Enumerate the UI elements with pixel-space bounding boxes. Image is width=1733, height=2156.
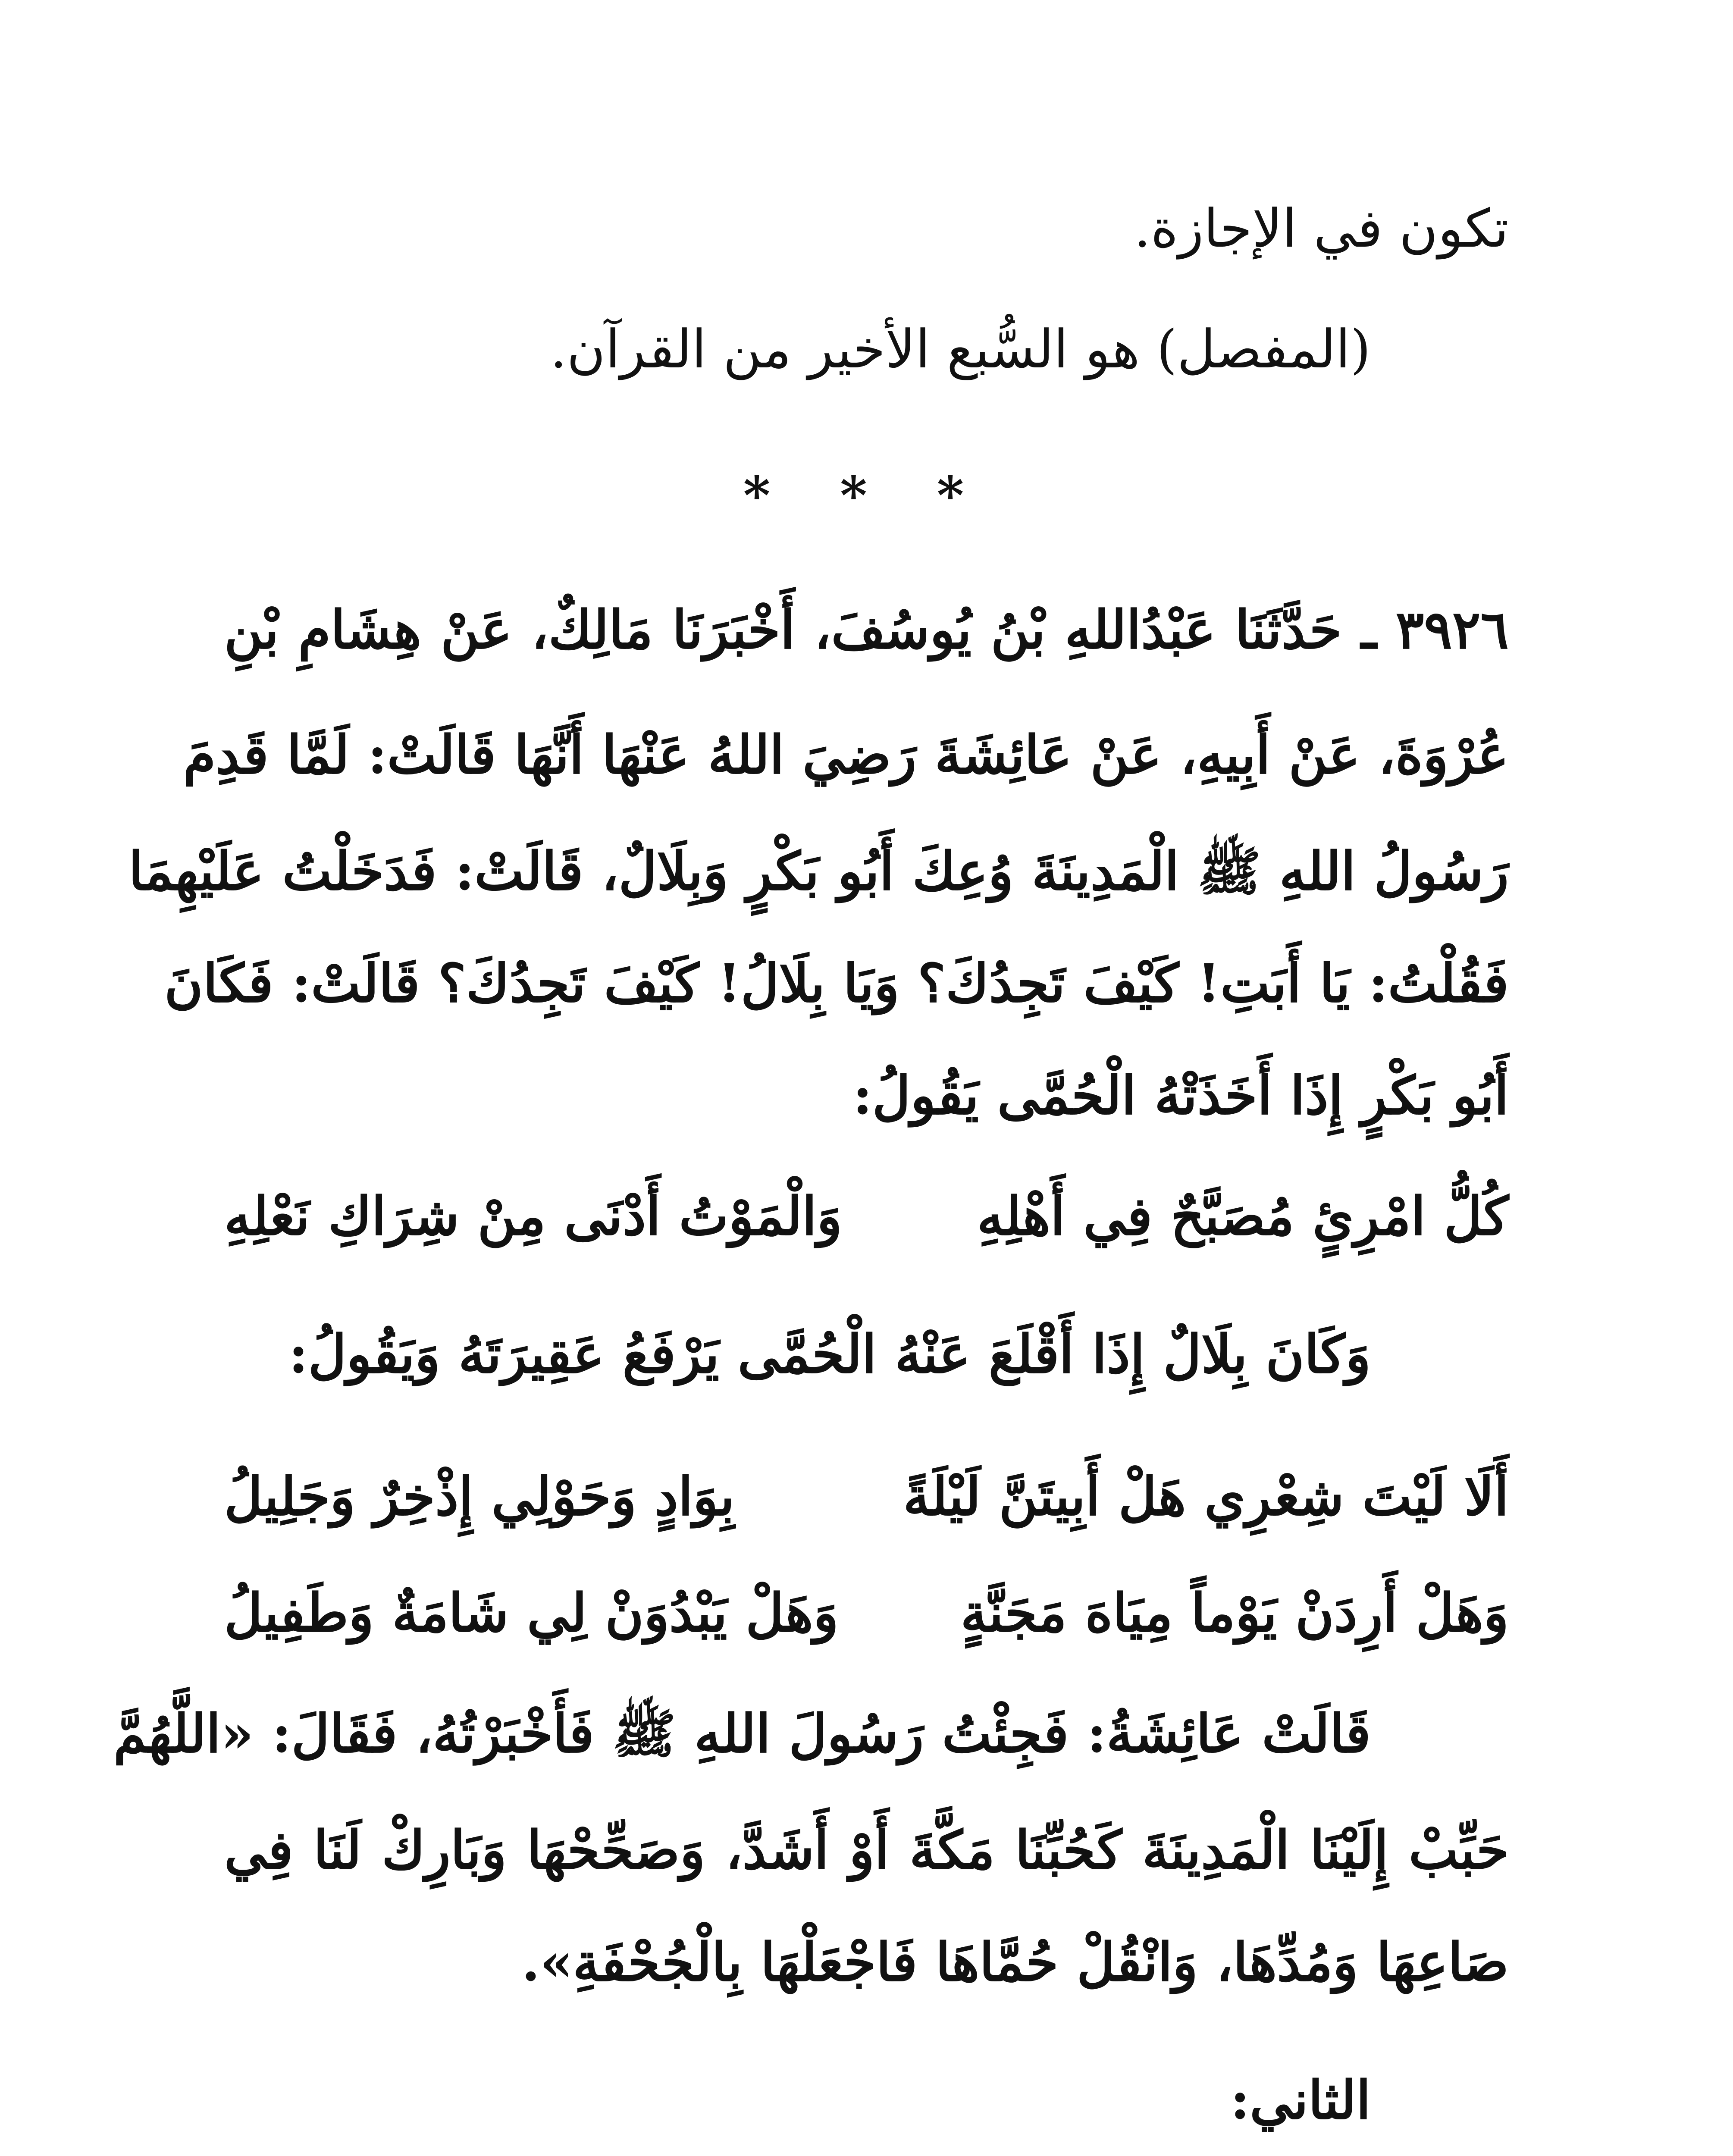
poetry-verse-3 <box>224 1574 1509 1651</box>
poetry-verse-2 <box>224 1457 1509 1535</box>
verse-2-second-hemistich: بِوَادٍ وَحَوْلِي إِذْخِرٌ وَجَلِيلُ <box>224 1465 735 1527</box>
notes-heading: الثاني: <box>1230 2069 1371 2131</box>
hadith-line-2: عُرْوَةَ، عَنْ أَبِيهِ، عَنْ عَائِشَةَ رَضِيَ اللهُ عَنْهَا أَنَّهَا قَالَتْ: لَمَّا قَدِمَ <box>183 724 1509 786</box>
poetry-verse-1 <box>224 1177 1509 1255</box>
note-line-1: تكون في الإجازة. <box>1134 198 1509 259</box>
verse-1-second-hemistich: وَالْمَوْتُ أَدْنَى مِنْ شِرَاكِ نَعْلِهِ <box>224 1185 842 1247</box>
section-separator: * * * <box>743 465 990 526</box>
hadith-line-3: رَسُولُ اللهِ ﷺ الْمَدِينَةَ وُعِكَ أَبُو بَكْرٍ وَبِلَالٌ، قَالَتْ: فَدَخَلْتُ عَلَيْهِمَا <box>128 840 1509 902</box>
closing-line-2: حَبِّبْ إِلَيْنَا الْمَدِينَةَ كَحُبِّنَا مَكَّةَ أَوْ أَشَدَّ، وَصَحِّحْهَا وَبَارِكْ لَنَا فِي <box>224 1819 1509 1881</box>
verse-3-first-hemistich: وَهَلْ أَرِدَنْ يَوْماً مِيَاهَ مَجَنَّةٍ <box>960 1582 1509 1644</box>
hadith-line-5: أَبُو بَكْرٍ إِذَا أَخَذَتْهُ الْحُمَّى يَقُولُ: <box>852 1064 1509 1126</box>
verse-1-first-hemistich: كُلُّ امْرِئٍ مُصَبَّحٌ فِي أَهْلِهِ <box>977 1185 1509 1247</box>
closing-line-1: قَالَتْ عَائِشَةُ: فَجِئْتُ رَسُولَ اللهِ ﷺ فَأَخْبَرْتُهُ، فَقَالَ: «اللَّهُمَّ <box>113 1702 1371 1764</box>
note-line-2: (المفصل) هو السُّبع الأخير من القرآن. <box>550 319 1371 380</box>
bilal-intro-line: وَكَانَ بِلَالٌ إِذَا أَقْلَعَ عَنْهُ الْحُمَّى يَرْفَعُ عَقِيرَتَهُ وَيَقُولُ: <box>288 1323 1371 1385</box>
hadith-line-4: فَقُلْتُ: يَا أَبَتِ! كَيْفَ تَجِدُكَ؟ وَيَا بِلَالُ! كَيْفَ تَجِدُكَ؟ قَالَتْ: فَكَانَ <box>164 952 1509 1014</box>
closing-line-3: صَاعِهَا وَمُدِّهَا، وَانْقُلْ حُمَّاهَا فَاجْعَلْهَا بِالْجُحْفَةِ». <box>521 1931 1509 1993</box>
verse-3-second-hemistich: وَهَلْ يَبْدُوَنْ لِي شَامَةٌ وَطَفِيلُ <box>224 1582 839 1644</box>
hadith-line-1: ٣٩٢٦ ـ حَدَّثَنَا عَبْدُاللهِ بْنُ يُوسُفَ، أَخْبَرَنَا مَالِكٌ، عَنْ هِشَامِ بْنِ <box>224 599 1509 661</box>
verse-2-first-hemistich: أَلَا لَيْتَ شِعْرِي هَلْ أَبِيتَنَّ لَيْلَةً <box>903 1465 1509 1527</box>
